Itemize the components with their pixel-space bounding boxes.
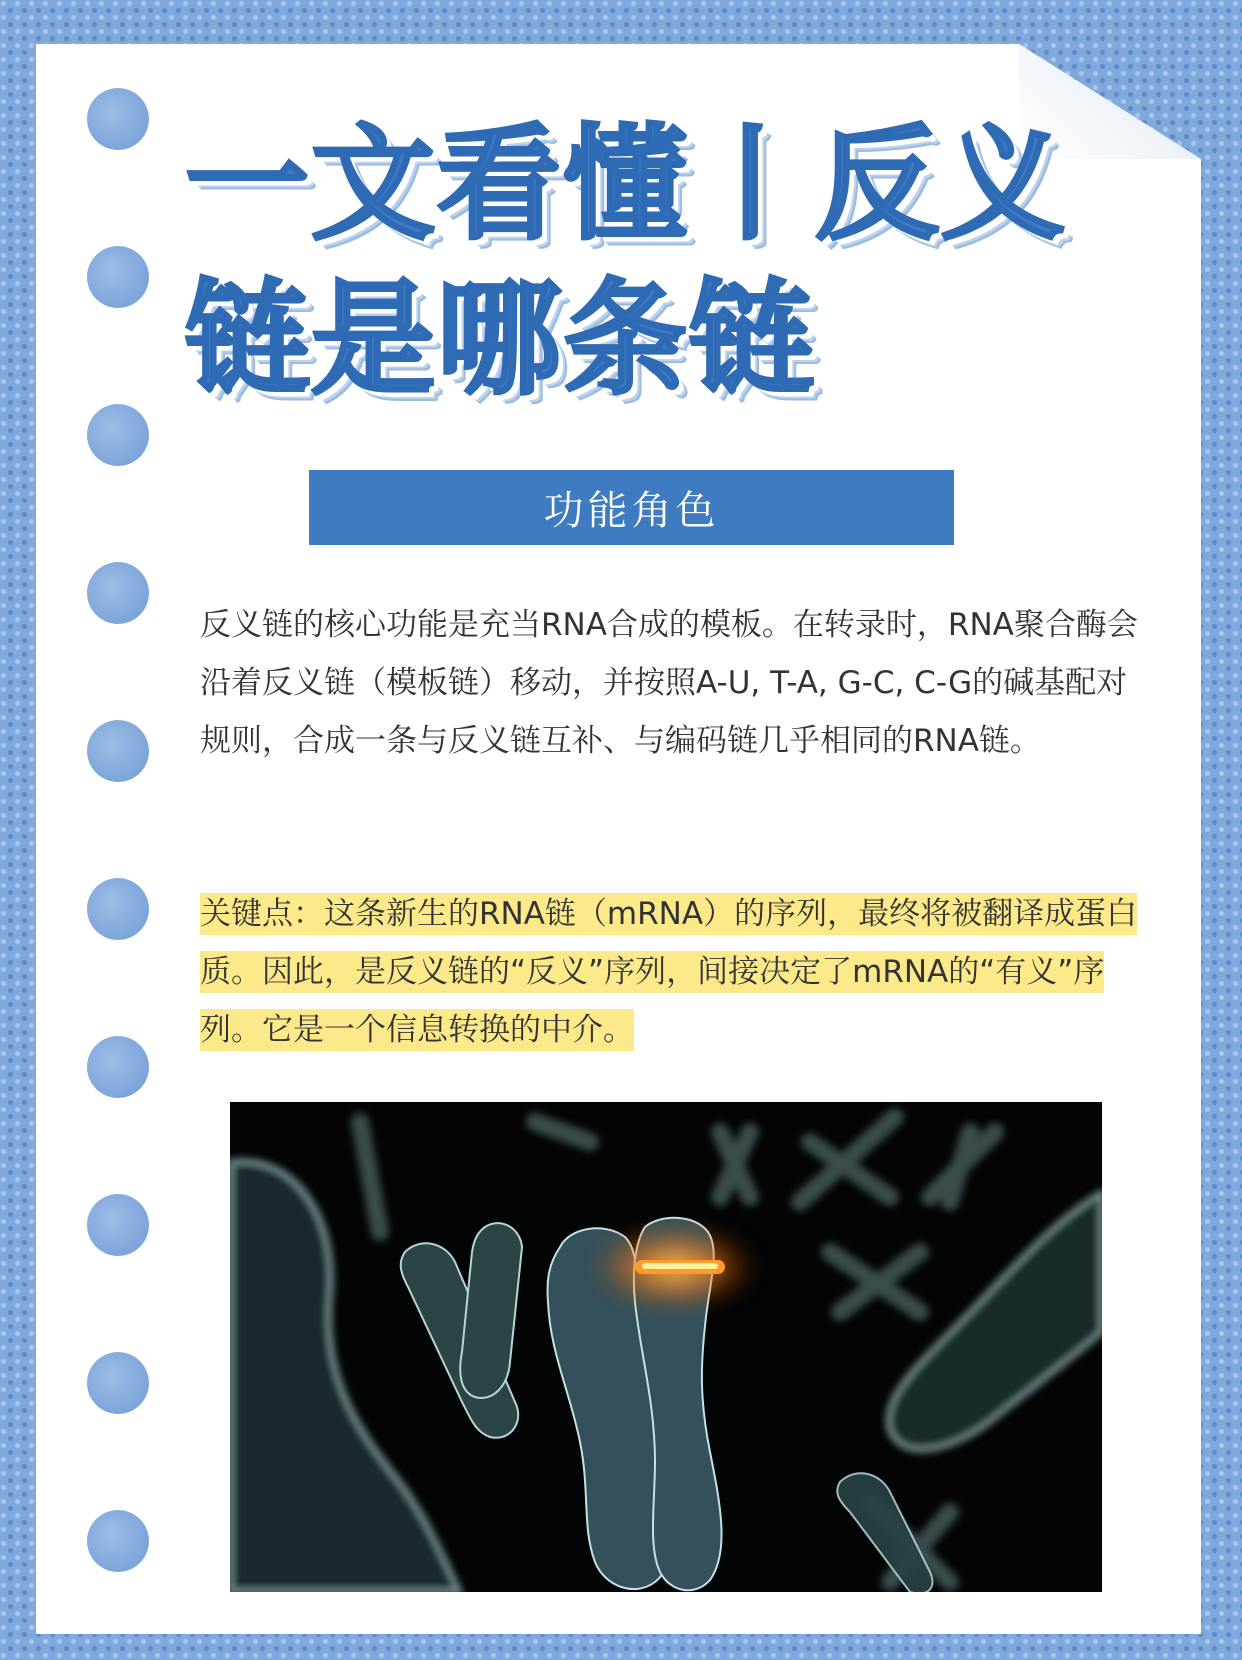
binder-hole <box>87 1194 149 1256</box>
chromosome-illustration <box>230 1102 1102 1592</box>
binder-hole <box>87 1352 149 1414</box>
page-title: 一文看懂丨反义链是哪条链 <box>185 113 1068 412</box>
chromosome-icon <box>230 1102 1102 1592</box>
section-header-label: 功能角色 <box>543 488 720 534</box>
binder-hole <box>87 1510 149 1572</box>
binder-hole <box>87 562 149 624</box>
binder-hole <box>87 878 149 940</box>
binder-hole <box>87 246 149 308</box>
binder-hole <box>87 404 149 466</box>
binder-hole <box>87 88 149 150</box>
binder-hole <box>87 1036 149 1098</box>
function-paragraph: 反义链的核心功能是充当RNA合成的模板。在转录时，RNA聚合酶会沿着反义链（模板链）移动，并按照A-U, T-A, G-C, C-G的碱基配对规则，合成一条与反义链互补、与编码链几乎相同的RNA链。 <box>200 607 1138 759</box>
binder-hole <box>87 720 149 782</box>
key-point-highlight: 关键点：这条新生的RNA链（mRNA）的序列，最终将被翻译成蛋白质。因此，是反义链的“反义”序列，间接决定了mRNA的“有义”序列。它是一个信息转换的中介。 <box>200 893 1137 1051</box>
section-header <box>309 470 954 545</box>
key-point-paragraph <box>200 885 1140 1059</box>
